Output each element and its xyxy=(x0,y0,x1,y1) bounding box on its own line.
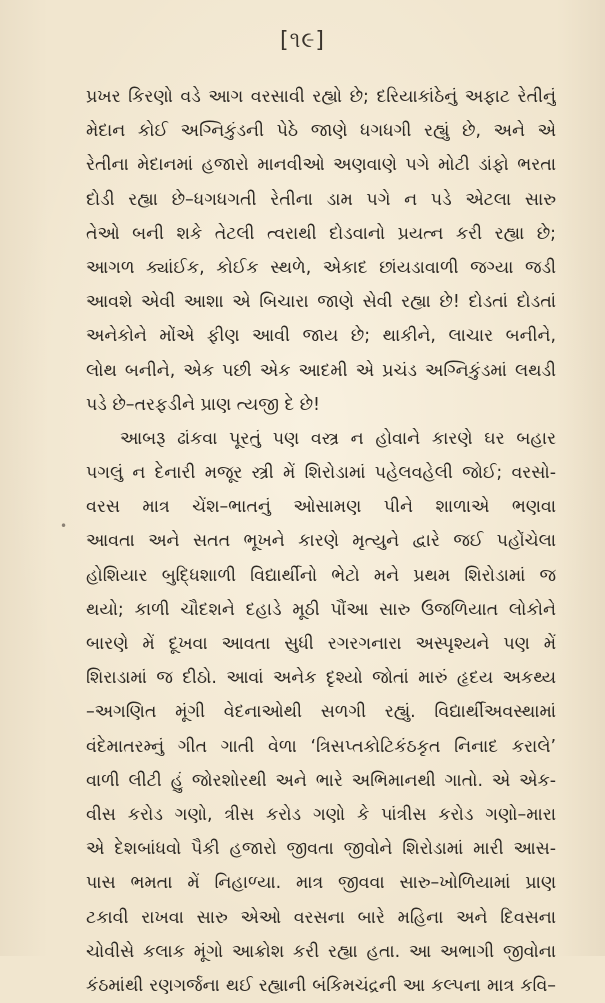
paragraph-1 xyxy=(86,80,556,422)
text-line: આવતા અને સતત ભૂખને કારણે મૃત્યુને દ્વારે જઈ પહોંચેલા xyxy=(86,531,556,552)
text-line: બારણે મેં દૂખવા આવતા સુધી રગરગનારા અસ્પૃશ્યને પણ મેં xyxy=(86,634,556,654)
paragraph-2 xyxy=(86,422,556,1003)
text-line: પ્રખર કિરણો વડે આગ વરસાવી રહ્યો છે; દરિયાકાંઠેનું અફાટ રેતીનું xyxy=(86,87,556,107)
text-line: તેઓ બની શકે તેટલી ત્વરાથી દોડવાનો પ્રયત્ન કરી રહ્યા છે; xyxy=(86,223,556,244)
text-line: પડે છે–તરફડીને પ્રાણ ત્યજી દે છે! xyxy=(86,394,321,415)
body-text xyxy=(86,80,556,1003)
text-line: વંદેમાતરમ્નું ગીત ગાતી વેળા ‘ત્રિસપ્તકોટિકંઠકૃત નિનાદ કરાલે’ xyxy=(86,736,556,757)
text-line: વીસ કરોડ ગણો, ત્રીસ કરોડ ગણો કે પાંત્રીસ કરોડ ગણો–મારા xyxy=(86,804,556,825)
text-line: પગલું ન દેનારી મજૂર સ્ત્રી મેં શિરોડામાં પહેલવહેલી જોઈ; વરસો- xyxy=(86,463,556,484)
text-line: વરસ માત્ર ચેંશ–ભાતનું ઓસામણ પીને શાળાએ ભણવા xyxy=(86,497,556,518)
text-line: હોશિયાર બુદ્ધિશાળી વિદ્યાર્થીનો ભેટો મને પ્રથમ શિરોડામાં જ xyxy=(86,565,556,586)
text-line: ટકાવી રાખવા સારુ એઓ વરસના બારે મહિના અને દિવસના xyxy=(86,907,556,928)
text-line: લોથ બનીને, એક પછી એક આદમી એ પ્રચંડ અગ્નિકુંડમાં લથડી xyxy=(86,360,556,381)
page-number: [૧૯] xyxy=(280,28,325,53)
text-line: અનેકોને મોંએ ફીણ આવી જાય છે; થાકીને, લાચાર બનીને, xyxy=(86,326,556,347)
text-line: ચોવીસે કલાક મૂંગો આક્રોશ કરી રહ્યા હતા. આ અભાગી જીવોના xyxy=(86,941,556,962)
text-line: આબરૂ ઢાંકવા પૂરતું પણ વસ્ત્ર ન હોવાને કારણે ઘર બહાર xyxy=(120,428,556,449)
text-line: આવશે એવી આશા એ બિચારા જાણે સેવી રહ્યા છે! દોડતાં દોડતાં xyxy=(86,292,556,313)
text-line: એ દેશબાંધવો પૈકી હજારો જીવતા જીવોને શિરોડામાં મારી આસ- xyxy=(86,839,556,860)
text-line: દોડી રહ્યા છે–ધગધગતી રેતીના ડામ પગે ન પડે એટલા સારુ xyxy=(86,189,556,210)
text-line: શિરાડામાં જ દીઠો. આવાં અનેક દૃશ્યો જોતાં મારું હૃદય અકથ્ય xyxy=(86,668,556,689)
text-line: આગળ ક્યાંઈક, કોઈક સ્થળે, એકાદ છાંયડાવાળી જગ્યા જડી xyxy=(86,257,556,278)
text-line: મેદાન કોઈ અગ્નિકુંડની પેઠે જાણે ધગધગી રહ્યું છે, અને એ xyxy=(86,121,556,142)
text-line: રેતીના મેદાનમાં હજારો માનવીઓ અણવાણે પગે મોટી ડાંફો ભરતા xyxy=(86,155,556,176)
text-line: વાળી લીટી હું જોરશોરથી અને ભારે અભિમાનથી ગાતો. એ એક- xyxy=(86,770,556,791)
text-line: કંઠમાંથી રણગર્જના થઈ રહ્યાની બંકિમચંદ્રની આ કલ્પના માત્ર કવિ– xyxy=(86,975,556,996)
text-line: પાસ ભમતા મેં નિહાળ્યા. માત્ર જીવવા સારુ–ખોળિયામાં પ્રાણ xyxy=(86,873,556,894)
text-line: થયો; કાળી ચૌદશને દહાડે મૂઠી પૌંઆ સારુ ઉજળિયાત લોકોને xyxy=(86,599,556,620)
margin-mark: • xyxy=(60,519,68,533)
text-line: –અગણિત મૂંગી વેદનાઓથી સળગી રહ્યું. વિદ્યાર્થીઅવસ્થામાં xyxy=(86,702,556,723)
